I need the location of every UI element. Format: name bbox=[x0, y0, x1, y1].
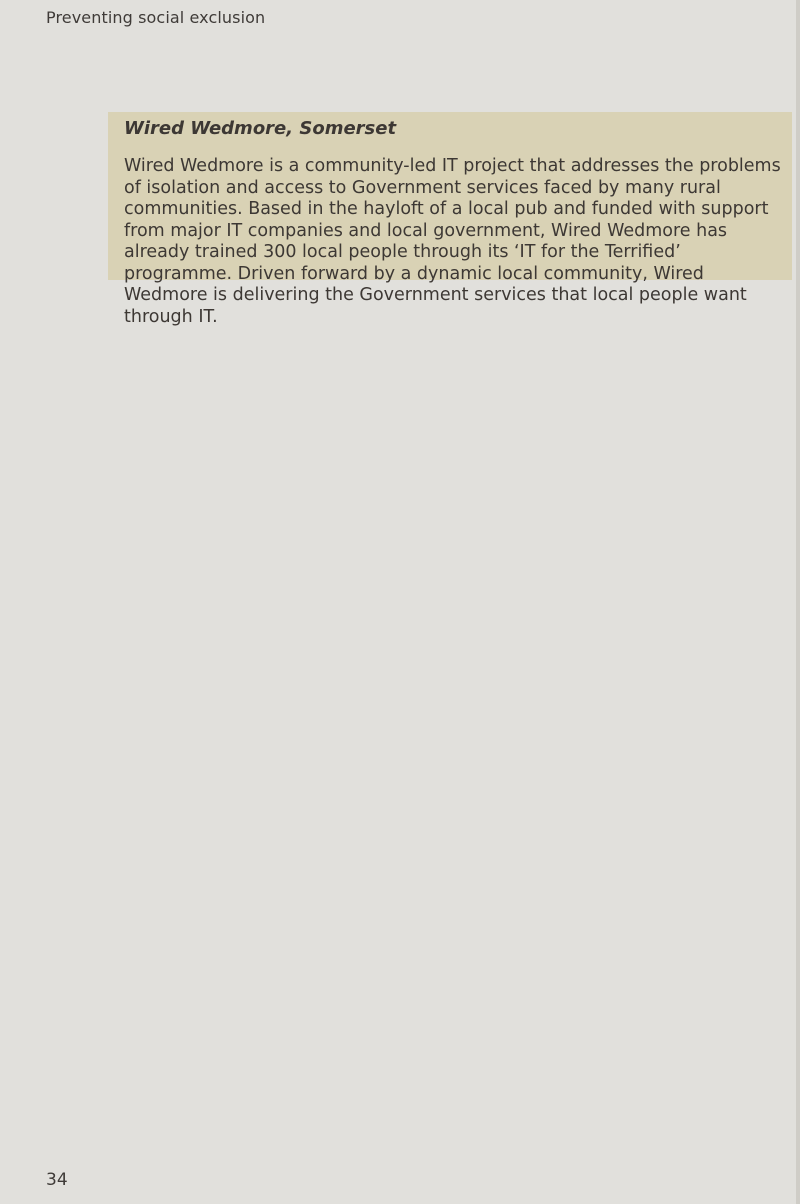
case-study-body: Wired Wedmore is a community-led IT project that addresses the problems of isolation and access to Government services faced by many rural communities. Based in the hayloft of a local pub and funded with support from major IT companies and local government, Wired Wedmore has already trained 300 local people through its ‘IT for the Terrified’ programme. Driven forward by a dynamic local community, Wired Wedmore is delivering the Government services that local people want through IT. bbox=[124, 156, 781, 327]
case-study-title: Wired Wedmore, Somerset bbox=[124, 118, 397, 139]
running-header: Preventing social exclusion bbox=[46, 8, 266, 27]
page-number: 34 bbox=[46, 1170, 68, 1190]
page-edge-shadow bbox=[796, 0, 800, 1204]
case-study-box bbox=[108, 112, 792, 327]
